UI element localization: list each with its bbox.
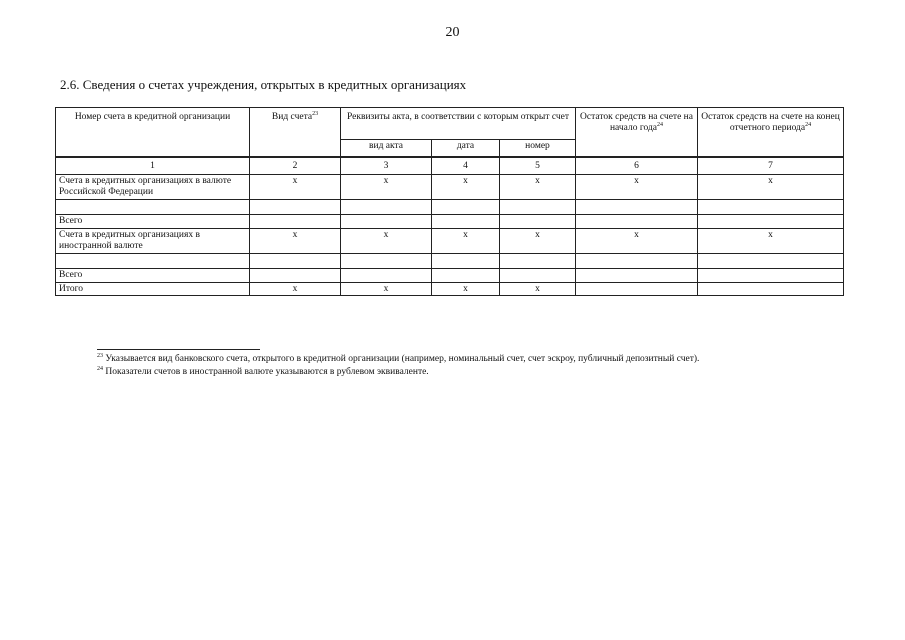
table-cell: [576, 253, 698, 268]
header-act-details: Реквизиты акта, в соответствии с которым открыт счет: [341, 108, 576, 140]
table-row-total: [56, 282, 844, 296]
row-label: Всего: [56, 268, 250, 282]
header-balance-end: Остаток средств на счете на конец отчетного периода$^{24}$: [698, 108, 844, 158]
table-cell: [698, 199, 844, 214]
table-cell: [341, 199, 432, 214]
table-cell: x: [698, 228, 844, 253]
header-row: [56, 108, 844, 140]
table-cell: [500, 199, 576, 214]
table-row: [56, 175, 844, 200]
table-cell: x: [698, 175, 844, 200]
table-cell: x: [250, 228, 341, 253]
table-row: [56, 214, 844, 228]
table-cell: [341, 268, 432, 282]
section-title: 2.6. Сведения о счетах учреждения, открытых в кредитных организациях: [60, 77, 467, 92]
row-label: Всего: [56, 214, 250, 228]
header-balance-start: Остаток средств на счете на начало года$^{24}$: [576, 108, 698, 158]
table-cell: [698, 268, 844, 282]
table-cell: [341, 214, 432, 228]
header-act-date: дата: [432, 140, 500, 158]
footnote-24: $^{24}$ Показатели счетов в иностранной валюте указываются в рублевом эквиваленте.: [97, 365, 429, 377]
table-cell: [576, 282, 698, 296]
table-cell: [576, 199, 698, 214]
table-cell: x: [250, 175, 341, 200]
table-cell: [432, 199, 500, 214]
column-number: 1: [56, 157, 250, 175]
table-cell: x: [432, 228, 500, 253]
column-number: 3: [341, 157, 432, 175]
table-cell: x: [341, 228, 432, 253]
table-cell: [500, 268, 576, 282]
column-number: 7: [698, 157, 844, 175]
table-cell: x: [500, 282, 576, 296]
table-cell: [341, 253, 432, 268]
table-cell: [500, 253, 576, 268]
table-cell: [576, 214, 698, 228]
table-cell: x: [341, 175, 432, 200]
row-label: Счета в кредитных организациях в валюте Российской Федерации: [56, 175, 250, 200]
accounts-table: [55, 107, 844, 296]
row-label: [56, 199, 250, 214]
column-number: 2: [250, 157, 341, 175]
row-label: Счета в кредитных организациях в иностранной валюте: [56, 228, 250, 253]
table-cell: [432, 268, 500, 282]
row-label: [56, 253, 250, 268]
footnotes: [97, 353, 857, 379]
header-act-type: вид акта: [341, 140, 432, 158]
table-cell: [698, 253, 844, 268]
table-cell: [250, 199, 341, 214]
table-cell: [432, 214, 500, 228]
column-number: 6: [576, 157, 698, 175]
table-row: [56, 268, 844, 282]
table-cell: x: [500, 228, 576, 253]
table-cell: [576, 268, 698, 282]
table-cell: x: [500, 175, 576, 200]
table-cell: [500, 214, 576, 228]
table-cell: [250, 214, 341, 228]
table-cell: x: [432, 282, 500, 296]
column-numbers-row: [56, 157, 844, 175]
table-row: [56, 199, 844, 214]
header-account-number: Номер счета в кредитной организации: [56, 108, 250, 158]
table-row: [56, 253, 844, 268]
table-cell: [432, 253, 500, 268]
table-cell: x: [576, 175, 698, 200]
header-act-number: номер: [500, 140, 576, 158]
table-cell: [250, 253, 341, 268]
row-label: Итого: [56, 282, 250, 296]
table-cell: [698, 214, 844, 228]
table-cell: [698, 282, 844, 296]
table-cell: x: [341, 282, 432, 296]
header-account-type: Вид счета$^{23}$: [250, 108, 341, 158]
table-row: [56, 228, 844, 253]
footnote-23: $^{23}$ Указывается вид банковского счета, открытого в кредитной организации (например, номинальный счет, счет эскроу, публичный депозитный счет).: [97, 352, 700, 364]
table-cell: [250, 268, 341, 282]
column-number: 4: [432, 157, 500, 175]
column-number: 5: [500, 157, 576, 175]
table-cell: x: [250, 282, 341, 296]
footnote-divider: [97, 349, 260, 350]
page-number: 20: [445, 25, 460, 40]
table-cell: x: [576, 228, 698, 253]
table-cell: x: [432, 175, 500, 200]
